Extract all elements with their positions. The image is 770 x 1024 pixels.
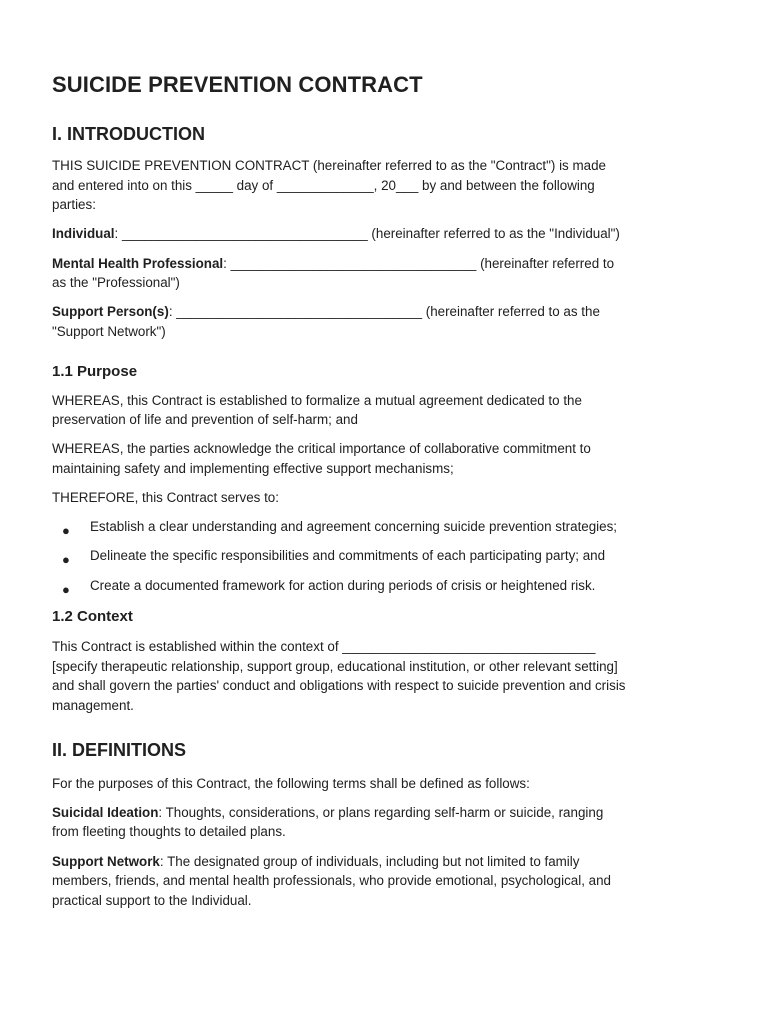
document-page	[52, 70, 720, 910]
party-term: Mental Health Professional	[52, 255, 224, 271]
context-paragraph: This Contract is established within the context of __________________________________ [specify therapeutic relationship, support group, educational institution, or other relevant setting] and shall govern the parties' conduct and obligations with respect to suicide prevention and crisis management.	[52, 639, 626, 714]
list-item: ● Establish a clear understanding and agreement concerning suicide prevention strategies;	[52, 517, 720, 537]
party-professional: Mental Health Professional: _________________________________ (hereinafter referred to as the "Professional")	[52, 255, 615, 291]
purpose-paragraph-1: WHEREAS, this Contract is established to formalize a mutual agreement dedicated to the preservation of life and prevention of self-harm; and	[52, 392, 582, 428]
party-term: Individual	[52, 226, 115, 242]
bullet-icon: ●	[62, 552, 70, 568]
section-heading-definitions: II. DEFINITIONS	[52, 739, 187, 760]
bullet-icon: ●	[62, 581, 70, 597]
party-support: Support Person(s): _________________________________ (hereinafter referred to as the "Support Network")	[52, 304, 600, 339]
definition-support-network: Support Network: The designated group of individuals, including but not limited to family members, friends, and mental health professionals, who provide emotional, psychological, and practical support to the Individual.	[52, 853, 611, 908]
subsection-heading-purpose: 1.1 Purpose	[52, 362, 138, 380]
bullet-icon: ●	[62, 523, 70, 539]
subsection-heading-context: 1.2 Context	[52, 608, 133, 626]
party-term: Support Person(s)	[52, 304, 169, 320]
list-item: ● Create a documented framework for action during periods of crisis or heightened risk.	[52, 576, 720, 596]
purpose-paragraph-2: WHEREAS, the parties acknowledge the critical importance of collaborative commitment to maintaining safety and implementing effective support mechanisms;	[52, 441, 591, 476]
purpose-bullet-list	[52, 517, 720, 595]
party-individual: Individual: _________________________________ (hereinafter referred to as the "Individual")	[52, 226, 620, 242]
intro-paragraph: THIS SUICIDE PREVENTION CONTRACT (hereinafter referred to as the "Contract") is made and entered into on this _____ day of _____________, 20___ by and between the following parties:	[52, 158, 606, 213]
document-title: SUICIDE PREVENTION CONTRACT	[52, 72, 423, 97]
purpose-paragraph-3: THEREFORE, this Contract serves to:	[52, 490, 279, 506]
definition-term: Suicidal Ideation	[52, 804, 159, 820]
section-heading-introduction: I. INTRODUCTION	[52, 124, 205, 144]
definitions-intro: For the purposes of this Contract, the following terms shall be defined as follows:	[52, 775, 530, 791]
list-item: ● Delineate the specific responsibilities and commitments of each participating party; and	[52, 546, 720, 566]
definition-term: Support Network	[52, 853, 160, 869]
definition-suicidal-ideation: Suicidal Ideation: Thoughts, considerations, or plans regarding self-harm or suicide, ranging from fleeting thoughts to detailed plans.	[52, 804, 604, 840]
